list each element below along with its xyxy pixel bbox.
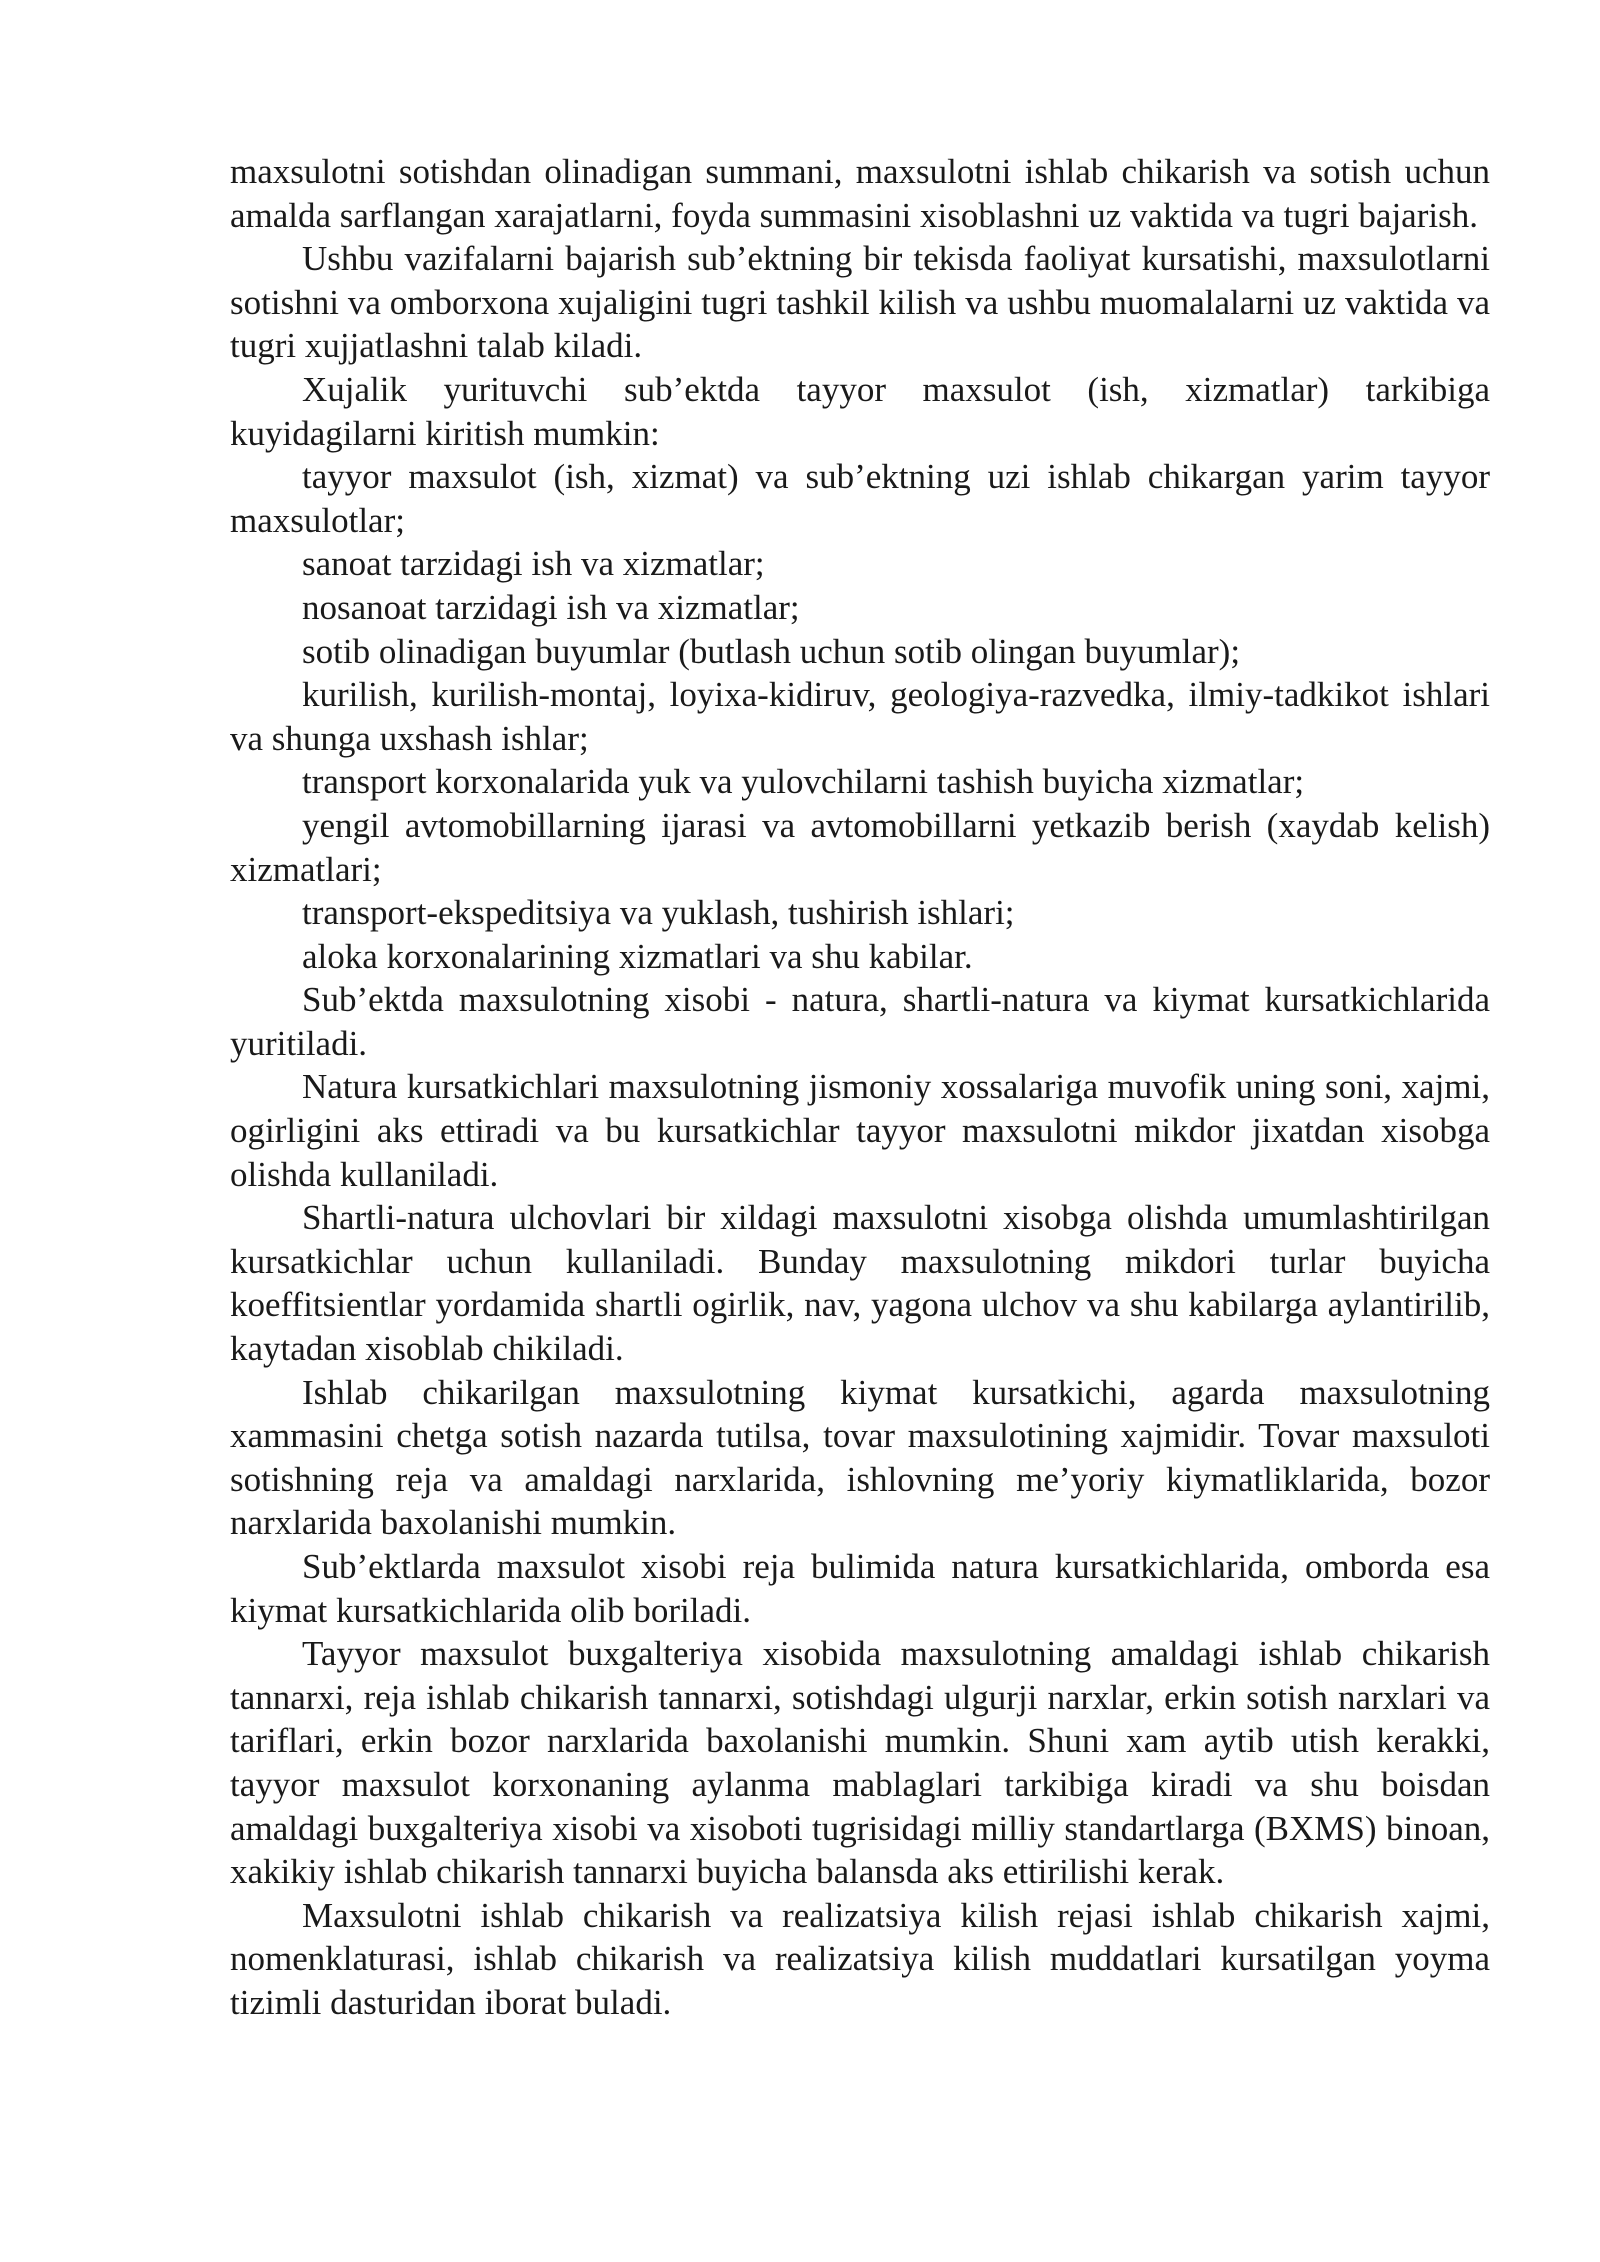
paragraph-production-plan: Maxsulotni ishlab chikarish va realizatsiya kilish rejasi ishlab chikarish xajmi, nomenklaturasi, ishlab chikarish va realizatsiya kilish muddatlari kursatilgan yoyma tizimli dasturidan iborat buladi. <box>230 1895 1490 2022</box>
list-item-industrial-works: sanoat tarzidagi ish va xizmatlar; <box>302 544 765 584</box>
list-item-forwarding: transport-ekspeditsiya va yuklash, tushirish ishlari; <box>302 893 1015 933</box>
paragraph-value-indicator: Ishlab chikarilgan maxsulotning kiymat kursatkichi, agarda maxsulotning xammasini chetga sotish nazarda tutilsa, tovar maxsulotining xajmidir. Tovar maxsuloti sotishning reja va amaldagi narxlarida, ishlovning me’yoriy kiymatliklarida, bozor narxlarida baxolanishi mumkin. <box>230 1372 1490 1543</box>
list-item-transport-services: transport korxonalarida yuk va yulovchilarni tashish buyicha xizmatlar; <box>302 762 1305 802</box>
list-item-purchased-goods: sotib olinadigan buyumlar (butlash uchun sotib olingan buyumlar); <box>302 631 1241 671</box>
paragraph-conditional-natural: Shartli-natura ulchovlari bir xildagi maxsulotni xisobga olishda umumlashtirilgan kursatkichlar uchun kullaniladi. Bunday maxsulotning mikdori turlar buyicha koeffitsientlar yordamida shartli ogirlik, nav, yagona ulchov va shu kabilarga aylantirilib, kaytadan xisoblab chikiladi. <box>230 1198 1490 1369</box>
list-item-nonindustrial-works: nosanoat tarzidagi ish va xizmatlar; <box>302 587 800 627</box>
list-item-finished-product: tayyor maxsulot (ish, xizmat) va sub’ektning uzi ishlab chikargan yarim tayyor maxsulotlar; <box>230 457 1490 540</box>
paragraph-subject-accounting: Sub’ektlarda maxsulot xisobi reja bulimida natura kursatkichlarida, omborda esa kiymat kursatkichlarida olib boriladi. <box>230 1547 1490 1630</box>
paragraph-3: Xujalik yurituvchi sub’ektda tayyor maxsulot (ish, xizmatlar) tarkibiga kuyidagilarni kiritish mumkin: <box>230 369 1490 453</box>
list-item-communication: aloka korxonalarining xizmatlari va shu kabilar. <box>302 936 973 976</box>
paragraph-finished-product-valuation: Tayyor maxsulot buxgalteriya xisobida maxsulotning amaldagi ishlab chikarish tannarxi, reja ishlab chikarish tannarxi, sotishdagi ulgurji narxlar, erkin sotish narxlari va tariflari, erkin bozor narxlarida baxolanishi mumkin. Shuni xam aytib utish kerakki, tayyor maxsulot korxonaning aylanma mablaglari tarkibiga kiradi va shu boisdan amaldagi buxgalteriya xisobi va xisoboti tugrisidagi milliy standartlarga (BXMS) binoan, xakikiy ishlab chikarish tannarxi buyicha balansda aks ettirilishi kerak. <box>230 1634 1490 1892</box>
paragraph-accounting-indicators: Sub’ektda maxsulotning xisobi - natura, shartli-natura va kiymat kursatkichlarida yuritiladi. <box>230 980 1490 1063</box>
paragraph-2: Ushbu vazifalarni bajarish sub’ektning bir tekisda faoliyat kursatishi, maxsulotlarni sotishni va omborxona xujaligini tugri tashkil kilish va ushbu muomalalarni uz vaktida va tugri xujjatlashni talab kiladi. <box>230 239 1490 366</box>
list-item-car-rental: yengil avtomobillarning ijarasi va avtomobillarni yetkazib berish (xaydab kelish) xizmatlari; <box>230 805 1490 889</box>
list-item-construction-works: kurilish, kurilish-montaj, loyixa-kidiruv, geologiya-razvedka, ilmiy-tadkikot ishlari va shunga uxshash ishlar; <box>230 675 1490 758</box>
paragraph-natural-indicators: Natura kursatkichlari maxsulotning jismoniy xossalariga muvofik uning soni, xajmi, ogirligini aks ettiradi va bu kursatkichlar tayyor maxsulotni mikdor jixatdan xisobga olishda kullaniladi. <box>230 1067 1490 1194</box>
document-page <box>230 150 1490 2025</box>
paragraph-1: maxsulotni sotishdan olinadigan summani, maxsulotni ishlab chikarish va sotish uchun amalda sarflangan xarajatlarni, foyda summasini xisoblashni uz vaktida va tugri bajarish. <box>230 152 1490 235</box>
